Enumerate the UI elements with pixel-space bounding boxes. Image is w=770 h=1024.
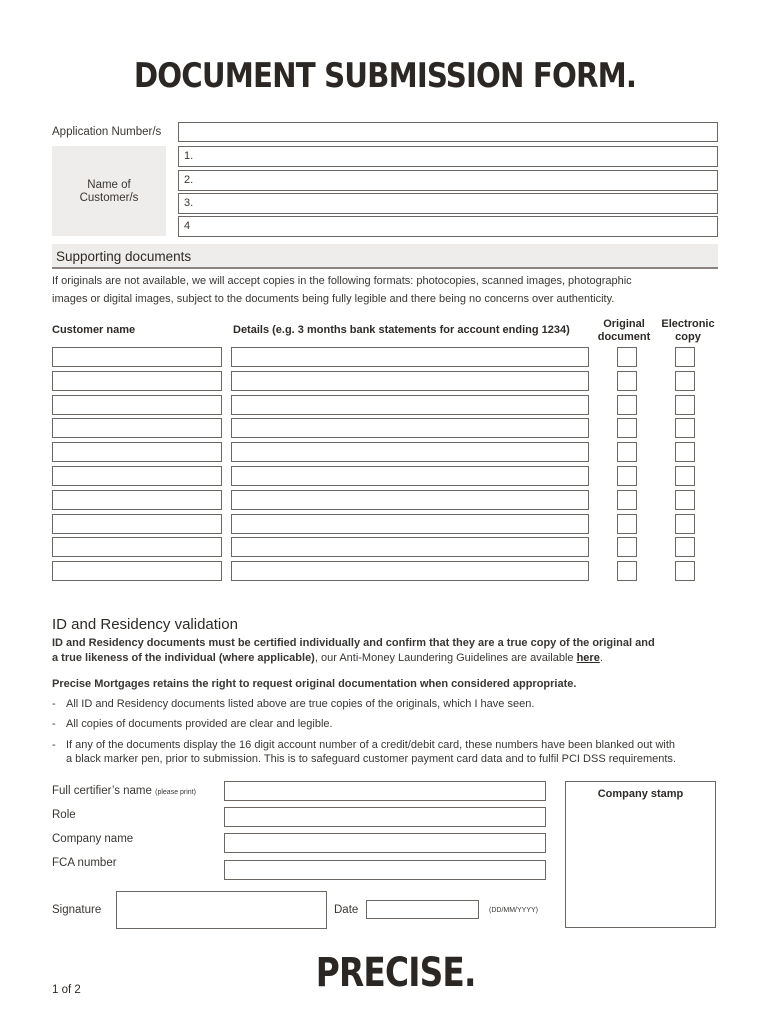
col-details: Details (e.g. 3 months bank statements for account ending 1234) — [233, 324, 570, 336]
customer-name-input[interactable] — [52, 347, 222, 367]
details-input[interactable] — [231, 371, 589, 391]
supporting-intro — [52, 272, 732, 308]
full-certifier-name-input[interactable] — [224, 781, 546, 801]
bullet-item: All ID and Residency documents listed above are true copies of the originals, which I have seen. — [66, 698, 535, 710]
electronic-copy-checkbox[interactable] — [675, 514, 695, 534]
col-original-document — [590, 318, 658, 344]
electronic-copy-checkbox[interactable] — [675, 347, 695, 367]
col-customer-name: Customer name — [52, 324, 136, 336]
application-number-label: Application Number/s — [52, 126, 162, 138]
bullet-dash: - — [52, 698, 56, 710]
electronic-copy-checkbox[interactable] — [675, 442, 695, 462]
company-stamp-label: Company stamp — [597, 788, 684, 800]
electronic-copy-checkbox[interactable] — [675, 561, 695, 581]
customer-name-field-3[interactable] — [178, 193, 718, 214]
bullet-item: All copies of documents provided are clear and legible. — [66, 718, 333, 730]
electronic-copy-checkbox[interactable] — [675, 371, 695, 391]
details-input[interactable] — [231, 514, 589, 534]
id-residency-paragraph — [52, 636, 732, 666]
full-name-label-text: Full certifier’s name — [52, 785, 152, 797]
full-name-label — [52, 785, 196, 797]
form-title: DOCUMENT SUBMISSION FORM. — [133, 56, 637, 96]
original-document-checkbox[interactable] — [617, 371, 637, 391]
col-original-line1: Original — [603, 318, 645, 330]
electronic-copy-checkbox[interactable] — [675, 537, 695, 557]
details-input[interactable] — [231, 347, 589, 367]
id-residency-line2-rest: , our Anti-Money Laundering Guidelines are available — [314, 652, 577, 664]
company-stamp-box[interactable] — [565, 781, 716, 928]
signature-box[interactable] — [116, 891, 327, 929]
customer-name-field-2[interactable] — [178, 170, 718, 191]
col-original-line2: document — [597, 331, 651, 343]
original-document-checkbox[interactable] — [617, 442, 637, 462]
original-document-checkbox[interactable] — [617, 537, 637, 557]
original-document-checkbox[interactable] — [617, 466, 637, 486]
customer-names-label-line2: Customer/s — [79, 192, 139, 204]
aml-guidelines-link[interactable]: here — [576, 652, 600, 664]
original-document-checkbox[interactable] — [617, 561, 637, 581]
details-input[interactable] — [231, 537, 589, 557]
customer-field-number: 4 — [184, 220, 191, 232]
application-number-input[interactable] — [178, 122, 718, 142]
col-electronic-line1: Electronic — [661, 318, 715, 330]
date-input[interactable] — [366, 900, 479, 919]
customer-name-field-4[interactable] — [178, 216, 718, 237]
customer-name-input[interactable] — [52, 442, 222, 462]
original-document-checkbox[interactable] — [617, 418, 637, 438]
role-input[interactable] — [224, 807, 546, 827]
original-document-checkbox[interactable] — [617, 490, 637, 510]
electronic-copy-checkbox[interactable] — [675, 490, 695, 510]
bullet-item — [66, 738, 736, 766]
customer-name-input[interactable] — [52, 395, 222, 415]
details-input[interactable] — [231, 490, 589, 510]
original-document-checkbox[interactable] — [617, 514, 637, 534]
rights-statement: Precise Mortgages retains the right to request original documentation when considered appropriate. — [52, 678, 577, 690]
electronic-copy-checkbox[interactable] — [675, 395, 695, 415]
customer-name-input[interactable] — [52, 561, 222, 581]
page-number: 1 of 2 — [52, 984, 81, 996]
col-electronic-copy — [654, 318, 722, 344]
customer-name-field-1[interactable] — [178, 146, 718, 167]
electronic-copy-checkbox[interactable] — [675, 466, 695, 486]
customer-field-number: 3. — [184, 197, 194, 209]
id-residency-line2-end: . — [599, 652, 603, 664]
bullet-item-line1: If any of the documents display the 16 digit account number of a credit/debit card, these numbers have been blanked out with — [66, 739, 676, 751]
electronic-copy-checkbox[interactable] — [675, 418, 695, 438]
customer-names-label-line1: Name of — [87, 179, 131, 191]
id-residency-bold-line1: ID and Residency documents must be certified individually and confirm that they are a true copy of the original and — [52, 637, 655, 649]
fca-number-input[interactable] — [224, 860, 546, 880]
company-name-input[interactable] — [224, 833, 546, 853]
full-name-hint: (please print) — [155, 789, 196, 796]
signature-label: Signature — [52, 904, 102, 916]
details-input[interactable] — [231, 395, 589, 415]
customer-name-input[interactable] — [52, 490, 222, 510]
date-format-hint: (DD/MM/YYYY) — [489, 907, 538, 914]
col-electronic-line2: copy — [675, 331, 701, 343]
details-input[interactable] — [231, 418, 589, 438]
precise-logo: PRECISE. — [315, 950, 476, 996]
company-name-label: Company name — [52, 833, 134, 845]
id-residency-bold-line2: a true likeness of the individual (where applicable) — [52, 652, 315, 664]
id-residency-heading: ID and Residency validation — [52, 616, 238, 633]
fca-number-label: FCA number — [52, 857, 117, 869]
customer-name-input[interactable] — [52, 418, 222, 438]
supporting-intro-line2: images or digital images, subject to the documents being fully legible and there being no concerns over authenticity. — [52, 293, 615, 305]
customer-name-input[interactable] — [52, 537, 222, 557]
original-document-checkbox[interactable] — [617, 395, 637, 415]
customer-names-label-panel — [52, 146, 166, 236]
role-label: Role — [52, 809, 76, 821]
bullet-dash: - — [52, 739, 56, 751]
customer-field-number: 2. — [184, 174, 194, 186]
customer-name-input[interactable] — [52, 371, 222, 391]
customer-name-input[interactable] — [52, 466, 222, 486]
details-input[interactable] — [231, 561, 589, 581]
date-label: Date — [334, 904, 359, 916]
details-input[interactable] — [231, 442, 589, 462]
supporting-intro-line1: If originals are not available, we will accept copies in the following formats: photocopies, scanned images, photographic — [52, 275, 632, 287]
original-document-checkbox[interactable] — [617, 347, 637, 367]
details-input[interactable] — [231, 466, 589, 486]
customer-name-input[interactable] — [52, 514, 222, 534]
bullet-dash: - — [52, 718, 56, 730]
bullet-item-line2: a black marker pen, prior to submission. This is to safeguard customer payment card data and to fulfil PCI DSS requirements. — [66, 753, 676, 765]
supporting-documents-heading: Supporting documents — [52, 244, 718, 269]
customer-field-number: 1. — [184, 150, 194, 162]
